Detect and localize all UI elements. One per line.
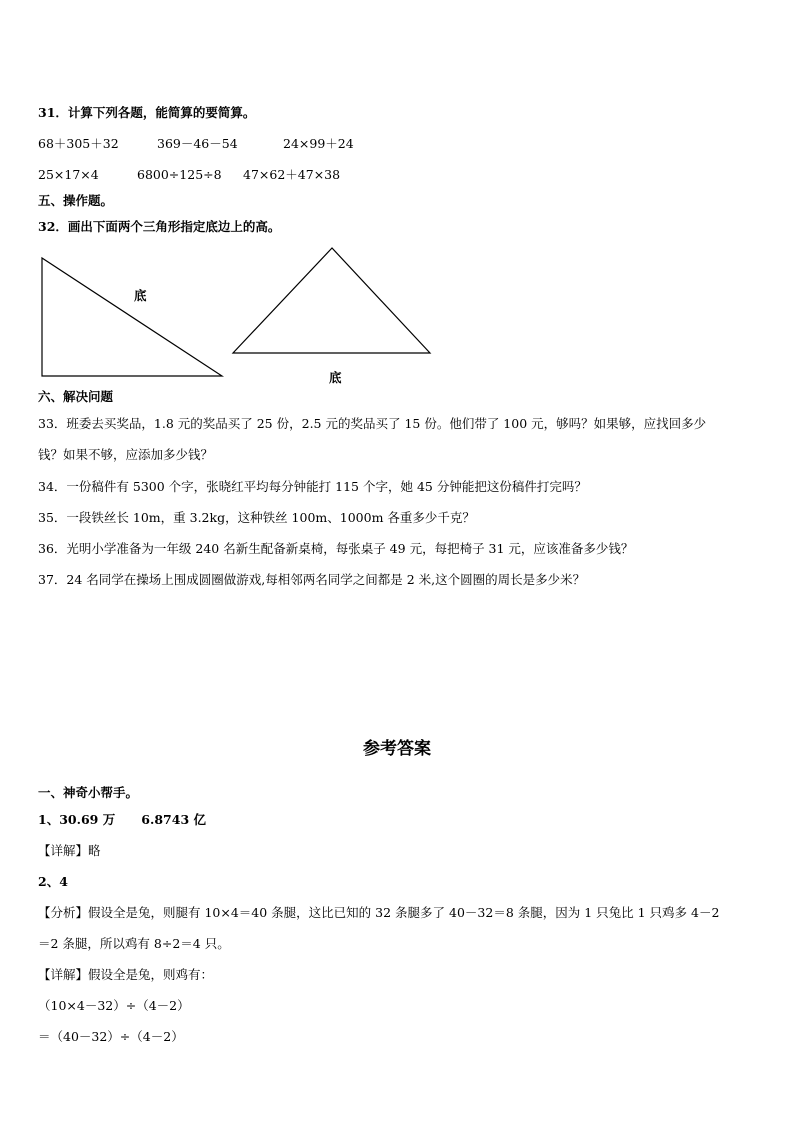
answer-2-analysis-line-1: 【分析】假设全是兔，则腿有 10×4＝40 条腿，这比已知的 32 条腿多了 40－32＝8 条腿，因为 1 只兔比 1 只鸡多 4－2	[38, 905, 720, 920]
answer-2-detail: 【详解】假设全是兔，则鸡有：	[38, 967, 214, 982]
right-triangle	[42, 258, 222, 376]
left-triangle-base-label: 底	[134, 288, 147, 303]
answer-2-step-2: ＝（40－32）÷（4－2）	[38, 1029, 184, 1044]
answer-2: 2、4	[38, 874, 68, 889]
section-5-heading: 五、操作题。	[38, 193, 114, 208]
answer-section-1: 一、神奇小帮手。	[38, 785, 139, 800]
section-6-heading: 六、解决问题	[38, 389, 114, 404]
right-triangle-base-label: 底	[329, 370, 342, 385]
q34: 34．一份稿件有 5300 个字，张晓红平均每分钟能打 115 个字，她 45 分钟能把这份稿件打完吗？	[38, 479, 587, 494]
q35: 35．一段铁丝长 10m，重 3.2kg，这种铁丝 100m、1000m 各重多少千克？	[38, 510, 475, 525]
acute-triangle	[233, 248, 430, 353]
answer-1: 1、30.69 万 6.8743 亿	[38, 812, 206, 827]
q31-expr-4: 25×17×4	[38, 167, 99, 182]
q31-expr-5: 6800÷125÷8	[137, 167, 222, 182]
q31-heading: 31．计算下列各题，能简算的要简算。	[38, 105, 256, 120]
q37: 37．24 名同学在操场上围成圆圈做游戏,每相邻两名同学之间都是 2 米,这个圆圈的周长是多少米？	[38, 572, 586, 587]
q31-expr-2: 369－46－54	[157, 136, 238, 151]
answer-title: 参考答案	[363, 739, 431, 759]
q31-expr-3: 24×99＋24	[283, 136, 354, 151]
answer-2-analysis-line-2: ＝2 条腿，所以鸡有 8÷2＝4 只。	[38, 936, 230, 951]
answer-1-detail: 【详解】略	[38, 843, 101, 858]
q31-expr-1: 68＋305＋32	[38, 136, 119, 151]
q33-line-2: 钱？如果不够，应添加多少钱？	[38, 447, 214, 462]
q32-heading: 32．画出下面两个三角形指定底边上的高。	[38, 219, 281, 234]
q33-line-1: 33．班委去买奖品，1.8 元的奖品买了 25 份，2.5 元的奖品买了 15 份。他们带了 100 元，够吗？如果够，应找回多少	[38, 416, 707, 431]
q36: 36．光明小学准备为一年级 240 名新生配备新桌椅，每张桌子 49 元，每把椅子 31 元，应该准备多少钱？	[38, 541, 634, 556]
answer-2-step-1: （10×4－32）÷（4－2）	[38, 998, 190, 1013]
q31-expr-6: 47×62＋47×38	[243, 167, 341, 182]
